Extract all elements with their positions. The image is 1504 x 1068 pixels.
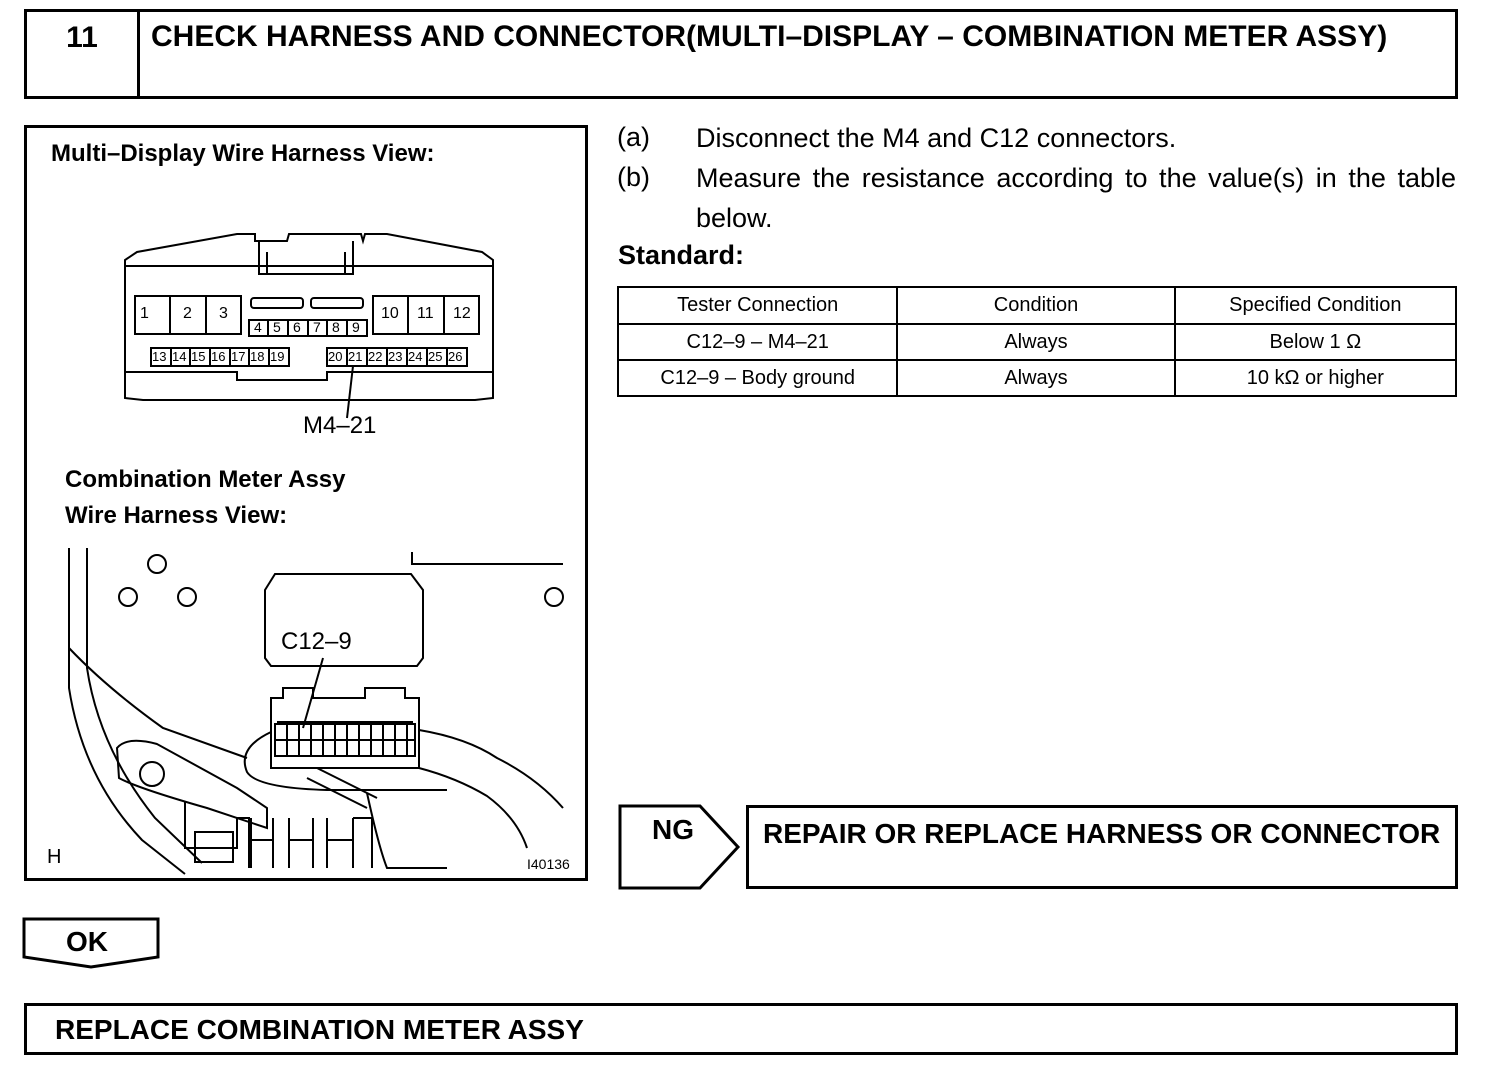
table-cell: Always — [897, 324, 1174, 360]
pin-label: 26 — [448, 349, 463, 364]
step-b-letter: (b) — [617, 162, 650, 192]
combination-meter-drawing — [27, 128, 585, 878]
ok-label: OK — [66, 926, 108, 957]
pin-label: 22 — [368, 349, 383, 364]
table-cell: C12–9 – Body ground — [618, 360, 897, 396]
pin-label: 1 — [140, 305, 149, 322]
pin-label: 18 — [250, 349, 265, 364]
combination-meter-label: Combination Meter Assy — [65, 466, 346, 493]
pin-label: 16 — [211, 349, 226, 364]
ng-label: NG — [652, 814, 694, 845]
pin-label: 6 — [293, 319, 301, 335]
step-b-text: Measure the resistance according to the value(s) in the table below. — [696, 163, 1456, 233]
pin-label: 10 — [381, 305, 399, 322]
step-a-text: Disconnect the M4 and C12 connectors. — [696, 123, 1177, 153]
standard-label: Standard: — [618, 240, 745, 270]
table-row — [618, 324, 1456, 360]
table-header: Specified Condition — [1175, 287, 1456, 324]
spec-table — [617, 286, 1457, 397]
pin-label: 15 — [191, 349, 206, 364]
corner-mark: H — [47, 846, 62, 868]
table-cell: 10 kΩ or higher — [1175, 360, 1456, 396]
pin-label: 11 — [417, 305, 434, 322]
table-header-row — [618, 287, 1456, 324]
wire-harness-figure — [24, 125, 588, 881]
pin-label: 17 — [231, 349, 246, 364]
ng-action-box — [746, 805, 1458, 889]
pin-label: 2 — [183, 305, 192, 322]
figure-code: I40136 — [527, 856, 570, 872]
final-action-box — [24, 1003, 1458, 1055]
pin-label: 3 — [219, 305, 228, 322]
table-cell: Always — [897, 360, 1174, 396]
pin-label: 23 — [388, 349, 403, 364]
step-header — [24, 9, 1458, 99]
step-a-letter: (a) — [617, 122, 650, 152]
ng-action-text: REPAIR OR REPLACE HARNESS OR CONNECTOR — [763, 818, 1441, 849]
callout-m4-21: M4–21 — [303, 412, 377, 439]
pin-label: 8 — [332, 319, 340, 335]
callout-c12-9: C12–9 — [281, 628, 352, 655]
combination-meter-label-2: Wire Harness View: — [65, 502, 288, 529]
table-row — [618, 360, 1456, 396]
step-title: CHECK HARNESS AND CONNECTOR(MULTI–DISPLAY – COMBINATION METER ASSY) — [151, 20, 1388, 53]
pin-label: 7 — [313, 319, 321, 335]
pin-label: 19 — [270, 349, 285, 364]
pin-label: 24 — [408, 349, 423, 364]
table-header: Tester Connection — [618, 287, 897, 324]
pin-label: 21 — [348, 349, 363, 364]
table-cell: C12–9 – M4–21 — [618, 324, 897, 360]
final-action-text: REPLACE COMBINATION METER ASSY — [55, 1014, 584, 1045]
pin-label: 4 — [254, 319, 262, 335]
multi-display-view-label: Multi–Display Wire Harness View: — [51, 140, 435, 167]
pin-label: 5 — [273, 319, 281, 335]
pin-label: 20 — [328, 349, 343, 364]
step-number: 11 — [27, 12, 140, 96]
pin-label: 9 — [352, 319, 360, 335]
pin-label: 14 — [172, 349, 187, 364]
pin-label: 13 — [152, 349, 167, 364]
pin-label: 12 — [453, 305, 471, 322]
pin-label: 25 — [428, 349, 443, 364]
table-cell: Below 1 Ω — [1175, 324, 1456, 360]
table-header: Condition — [897, 287, 1174, 324]
